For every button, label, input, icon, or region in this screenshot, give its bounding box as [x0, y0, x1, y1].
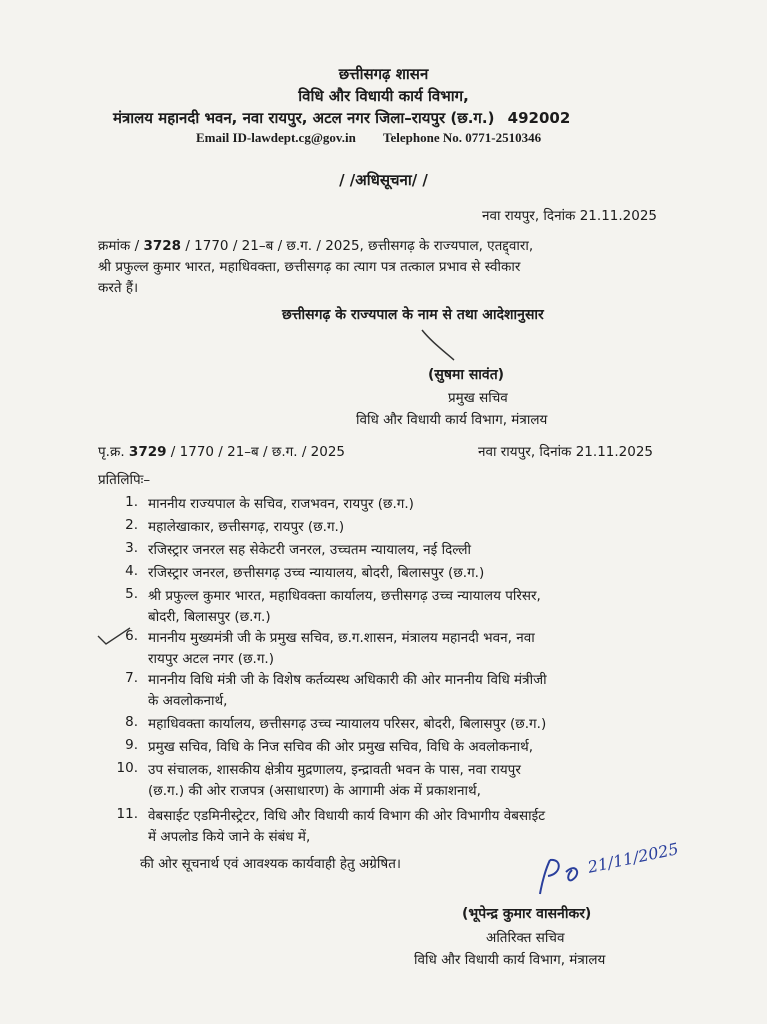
- copy-item-text: उप संचालक, शासकीय क्षेत्रीय मुद्रणालय, इन्द्रावती भवन के पास, नवा रायपुर: [148, 762, 521, 778]
- order-reference: [98, 236, 533, 254]
- order-ref-suffix: / 1770 / 21–ब / छ.ग. / 2025, छत्तीसगढ़ के राज्यपाल, एतद्द्वारा,: [185, 238, 534, 254]
- copy-item-text: रजिस्ट्रार जनरल, छत्तीसगढ़ उच्च न्यायालय, बोदरी, बिलासपुर (छ.ग.): [148, 565, 485, 581]
- copy-item-number: 4.: [125, 563, 138, 579]
- handwritten-initials: [532, 854, 592, 900]
- endorsement-ref-prefix: पृ.क्र.: [98, 444, 125, 460]
- copy-item-number: 1.: [125, 494, 138, 510]
- authority-line: छत्तीसगढ़ के राज्यपाल के नाम से तथा आदेशानुसार: [282, 307, 544, 323]
- contact-line: [196, 130, 541, 146]
- copy-item-text: में अपलोड किये जाने के संबंध में,: [148, 829, 311, 845]
- telephone-text: Telephone No. 0771-2510346: [383, 130, 542, 145]
- signatory1-designation: प्रमुख सचिव: [448, 390, 508, 406]
- copy-item-text: (छ.ग.) की ओर राजपत्र (असाधारण) के आगामी अंक में प्रकाशनार्थ,: [148, 783, 481, 799]
- order-ref-number: 3728: [143, 238, 182, 254]
- address-text: मंत्रालय महानदी भवन, नवा रायपुर, अटल नगर जिला–रायपुर (छ.ग.): [113, 109, 495, 127]
- email-text: Email ID-lawdept.cg@gov.in: [196, 130, 356, 145]
- copy-item-number: 6.: [125, 628, 138, 644]
- copy-item-number: 11.: [116, 806, 138, 822]
- copy-item-number: 8.: [125, 714, 138, 730]
- copy-item-text: माननीय मुख्यमंत्री जी के प्रमुख सचिव, छ.ग.शासन, मंत्रालय महानदी भवन, नवा: [148, 630, 535, 646]
- closing-line: की ओर सूचनार्थ एवं आवश्यक कार्यवाही हेतु अग्रेषित।: [140, 856, 402, 872]
- copy-item-text: माननीय राज्यपाल के सचिव, राजभवन, रायपुर (छ.ग.): [148, 496, 414, 512]
- notification-heading: / /अधिसूचना/ /: [339, 171, 428, 189]
- copy-item-text: महाधिवक्ता कार्यालय, छत्तीसगढ़ उच्च न्यायालय परिसर, बोदरी, बिलासपुर (छ.ग.): [148, 716, 547, 732]
- signatory1-department: विधि और विधायी कार्य विभाग, मंत्रालय: [356, 412, 548, 428]
- copy-item-text: रायपुर अटल नगर (छ.ग.): [148, 651, 274, 667]
- copy-item-text: रजिस्ट्रार जनरल सह सेकेटरी जनरल, उच्चतम न्यायालय, नई दिल्ली: [148, 542, 471, 558]
- copy-to-label: प्रतिलिपिः–: [98, 472, 151, 488]
- notification-body-line2: श्री प्रफुल्ल कुमार भारत, महाधिवक्ता, छत्तीसगढ़ का त्याग पत्र तत्काल प्रभाव से स्वीकार: [98, 259, 521, 275]
- pin-code: 492002: [507, 109, 571, 127]
- copy-item-text: वेबसाईट एडमिनीस्ट्रेटर, विधि और विधायी कार्य विभाग की ओर विभागीय वेबसाईट: [148, 808, 546, 824]
- signature-mark-1: [410, 326, 470, 366]
- handwritten-date: 21/11/2025: [586, 839, 681, 877]
- copy-item-text: माननीय विधि मंत्री जी के विशेष कर्तव्यस्थ अधिकारी की ओर माननीय विधि मंत्रीजी: [148, 672, 547, 688]
- govt-name: छत्तीसगढ़ शासन: [338, 65, 429, 83]
- signatory2-department: विधि और विधायी कार्य विभाग, मंत्रालय: [414, 952, 606, 968]
- copy-item-number: 3.: [125, 540, 138, 556]
- copy-item-number: 7.: [125, 670, 138, 686]
- signatory1-name: (सुषमा सावंत): [428, 367, 505, 383]
- signatory2-designation: अतिरिक्त सचिव: [486, 930, 565, 946]
- signatory2-name: (भूपेन्द्र कुमार वासनीकर): [462, 906, 592, 922]
- endorsement-ref-suffix: / 1770 / 21–ब / छ.ग. / 2025: [170, 444, 346, 460]
- copy-item-number: 10.: [116, 760, 138, 776]
- notification-place-date: नवा रायपुर, दिनांक 21.11.2025: [482, 208, 658, 224]
- copy-item-number: 5.: [125, 586, 138, 602]
- order-ref-prefix: क्रमांक /: [98, 238, 140, 254]
- department-name: विधि और विधायी कार्य विभाग,: [298, 87, 469, 105]
- endorsement-reference: [98, 442, 345, 460]
- copy-item-text: बोदरी, बिलासपुर (छ.ग.): [148, 609, 271, 625]
- copy-item-text: के अवलोकनार्थ,: [148, 693, 228, 709]
- copy-item-text: श्री प्रफुल्ल कुमार भारत, महाधिवक्ता कार्यालय, छत्तीसगढ़ उच्च न्यायालय परिसर,: [148, 588, 541, 604]
- copy-item-number: 9.: [125, 737, 138, 753]
- address-line: [113, 108, 570, 128]
- tick-mark: [96, 624, 136, 648]
- copy-item-text: महालेखाकार, छत्तीसगढ़, रायपुर (छ.ग.): [148, 519, 345, 535]
- endorsement-ref-number: 3729: [128, 444, 167, 460]
- copy-item-number: 2.: [125, 517, 138, 533]
- endorsement-place-date: नवा रायपुर, दिनांक 21.11.2025: [478, 444, 654, 460]
- notification-body-line3: करते हैं।: [98, 280, 139, 296]
- copy-item-text: प्रमुख सचिव, विधि के निज सचिव की ओर प्रमुख सचिव, विधि के अवलोकनार्थ,: [148, 739, 534, 755]
